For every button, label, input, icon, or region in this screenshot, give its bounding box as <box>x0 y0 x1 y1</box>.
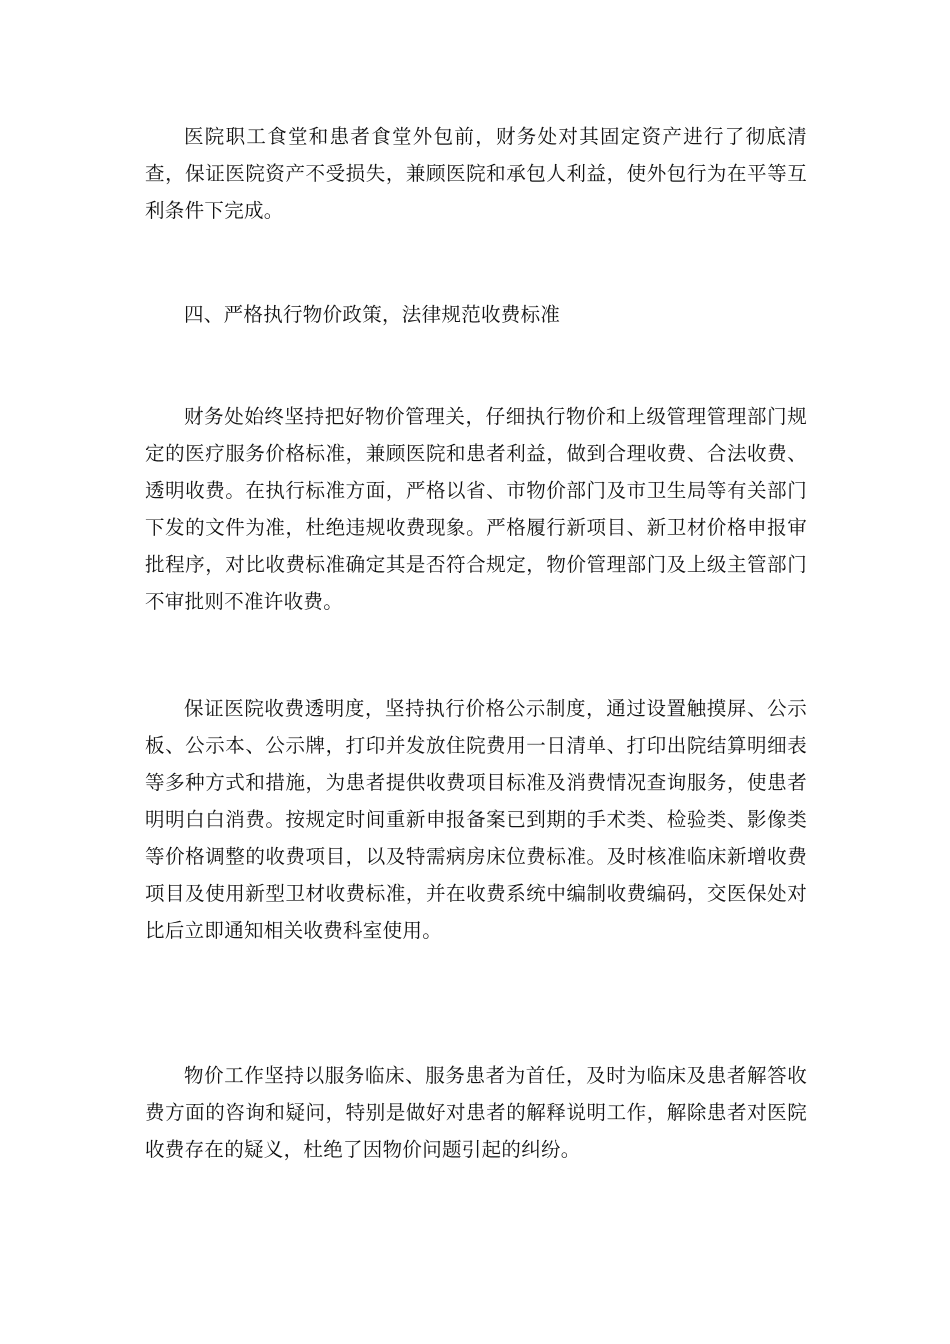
paragraph-service-consultation: 物价工作坚持以服务临床、服务患者为首任，及时为临床及患者解答收费方面的咨询和疑问，特别是做好对患者的解释说明工作，解除患者对医院收费存在的疑义，杜绝了因物价问题引起的纠纷。 <box>145 1064 807 1161</box>
paragraph-price-management: 财务处始终坚持把好物价管理关，仔细执行物价和上级管理管理部门规定的医疗服务价格标准，兼顾医院和患者利益，做到合理收费、合法收费、透明收费。在执行标准方面，严格以省、市物价部门及市卫生局等有关部门下发的文件为准，杜绝违规收费现象。严格履行新项目、新卫材价格申报审批程序，对比收费标准确定其是否符合规定，物价管理部门及上级主管部门不审批则不准许收费。 <box>145 405 807 613</box>
section-heading-four: 四、严格执行物价政策，法律规范收费标准 <box>184 303 561 326</box>
paragraph-canteen-outsourcing: 医院职工食堂和患者食堂外包前，财务处对其固定资产进行了彻底清查，保证医院资产不受损失，兼顾医院和承包人利益，使外包行为在平等互利条件下完成。 <box>145 125 807 222</box>
paragraph-fee-transparency: 保证医院收费透明度，坚持执行价格公示制度，通过设置触摸屏、公示板、公示本、公示牌，打印并发放住院费用一日清单、打印出院结算明细表等多种方式和措施，为患者提供收费项目标准及消费情况查询服务，使患者明明白白消费。按规定时间重新申报备案已到期的手术类、检验类、影像类等价格调整的收费项目，以及特需病房床位费标准。及时核准临床新增收费项目及使用新型卫材收费标准，并在收费系统中编制收费编码，交医保处对比后立即通知相关收费科室使用。 <box>145 697 807 942</box>
